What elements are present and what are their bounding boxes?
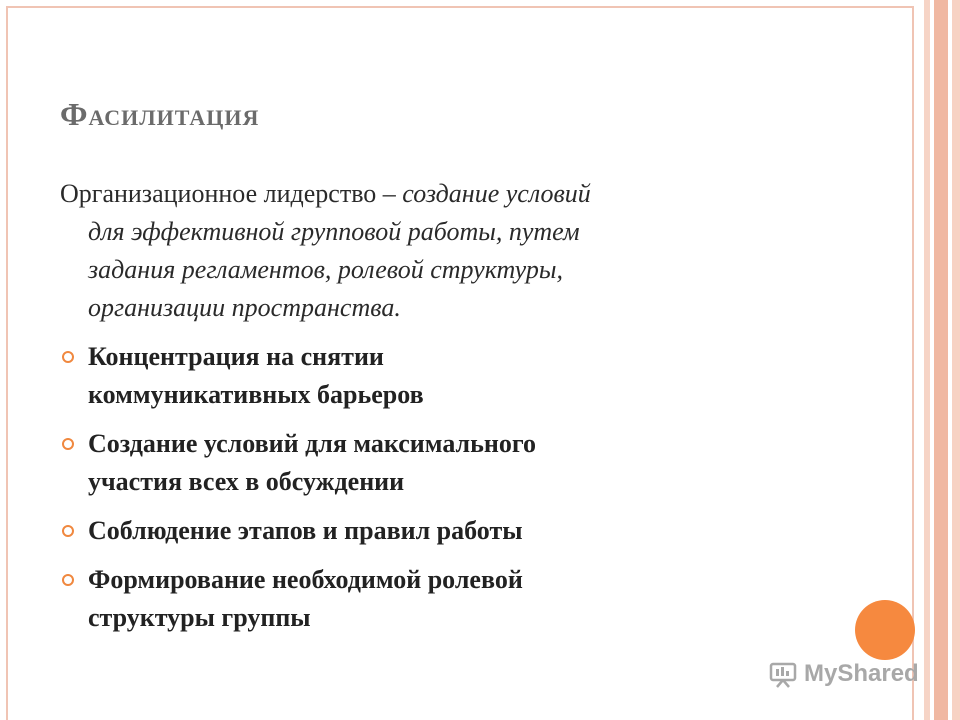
bullet-circle-icon xyxy=(62,438,74,450)
bullet-item xyxy=(60,512,860,550)
bullet-line: участия всех в обсуждении xyxy=(88,467,405,496)
intro-definition-line: задания регламентов, ролевой структуры, xyxy=(88,255,563,284)
bullet-item xyxy=(60,561,860,637)
decorative-orange-circle xyxy=(855,600,915,660)
myshared-watermark[interactable] xyxy=(768,656,919,692)
bullet-line: Соблюдение этапов и правил работы xyxy=(88,516,523,545)
bullet-line: Создание условий для максимального xyxy=(88,429,537,458)
bullet-line: структуры группы xyxy=(88,603,311,632)
intro-definition: создание условий xyxy=(402,179,591,208)
myshared-logo-icon xyxy=(768,659,798,689)
intro-lead: Организационное лидерство – xyxy=(60,179,403,208)
bullet-circle-icon xyxy=(62,525,74,537)
intro-paragraph xyxy=(60,175,830,327)
intro-definition-line: организации пространства. xyxy=(88,293,401,322)
bullet-line: Концентрация на снятии xyxy=(88,342,384,371)
slide-title: Фасилитация xyxy=(60,96,260,132)
bullet-line: Формирование необходимой ролевой xyxy=(88,565,523,594)
intro-definition-line: для эффективной групповой работы, путем xyxy=(88,217,580,246)
decorative-side-stripes xyxy=(918,0,960,720)
bullet-circle-icon xyxy=(62,574,74,586)
bullet-item xyxy=(60,425,860,501)
bullet-line: коммуникативных барьеров xyxy=(88,380,424,409)
watermark-text: MyShared xyxy=(804,660,919,687)
bullet-list xyxy=(60,338,860,648)
bullet-circle-icon xyxy=(62,351,74,363)
bullet-item xyxy=(60,338,860,414)
